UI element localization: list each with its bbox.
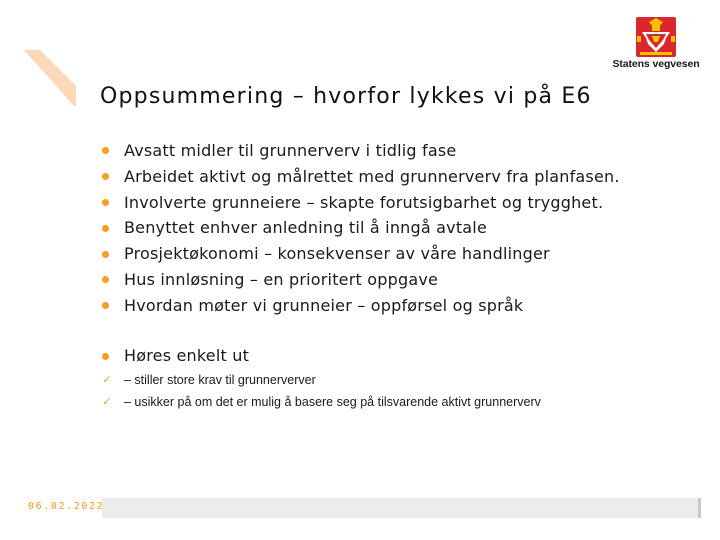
bullet-item xyxy=(100,215,620,241)
corner-accent-shape xyxy=(0,0,80,110)
bullet-item xyxy=(100,293,620,319)
bullet-dot-icon xyxy=(102,302,109,309)
bullet-dot-icon xyxy=(102,251,109,258)
footer-bar-edge xyxy=(698,498,701,518)
footer-bar xyxy=(102,498,698,518)
bullet-item xyxy=(100,190,620,216)
bullet-dot-icon xyxy=(102,353,109,360)
bullet-item xyxy=(100,138,620,164)
bullet-dot-icon xyxy=(102,276,109,283)
bullet-text: Involverte grunneiere – skapte forutsigbarhet og trygghet. xyxy=(124,192,604,212)
sub-point-list xyxy=(100,369,541,413)
sub-point-item xyxy=(100,391,541,413)
sub-point-text: – stiller store krav til grunnerverver xyxy=(124,373,316,387)
bullet-dot-icon xyxy=(102,147,109,154)
bullet-text: Benyttet enhver anledning til å inngå avtale xyxy=(124,218,487,238)
slide-title: Oppsummering – hvorfor lykkes vi på E6 xyxy=(100,84,592,109)
bullet-dot-icon xyxy=(102,225,109,232)
sub-point-text: – usikker på om det er mulig å basere seg på tilsvarende aktivt grunnerverv xyxy=(124,395,541,409)
bullet-text: Hvordan møter vi grunneier – oppførsel og språk xyxy=(124,295,524,315)
highlight-text: Høres enkelt ut xyxy=(124,346,250,365)
bullet-text: Avsatt midler til grunnerverv i tidlig fase xyxy=(124,141,457,160)
bullet-list xyxy=(100,138,620,319)
bullet-item xyxy=(100,164,620,190)
bullet-text: Arbeidet aktivt og målrettet med grunnerverv fra planfasen. xyxy=(124,166,620,186)
bullet-dot-icon xyxy=(102,173,109,180)
corner-orange-stripe xyxy=(24,50,76,106)
checkmark-icon: ✓ xyxy=(102,396,112,408)
bullet-item xyxy=(100,241,620,267)
bullet-text: Prosjektøkonomi – konsekvenser av våre handlinger xyxy=(124,244,550,264)
bullet-dot-icon xyxy=(102,199,109,206)
bullet-text: Hus innløsning – en prioritert oppgave xyxy=(124,269,439,289)
checkmark-icon: ✓ xyxy=(102,374,112,386)
highlight-bullet xyxy=(100,344,249,368)
sub-point-item xyxy=(100,369,541,391)
logo-wordmark: Statens vegvesen xyxy=(612,58,700,70)
bullet-item xyxy=(100,267,620,293)
footer-date: 06.02.2022 xyxy=(28,501,105,512)
